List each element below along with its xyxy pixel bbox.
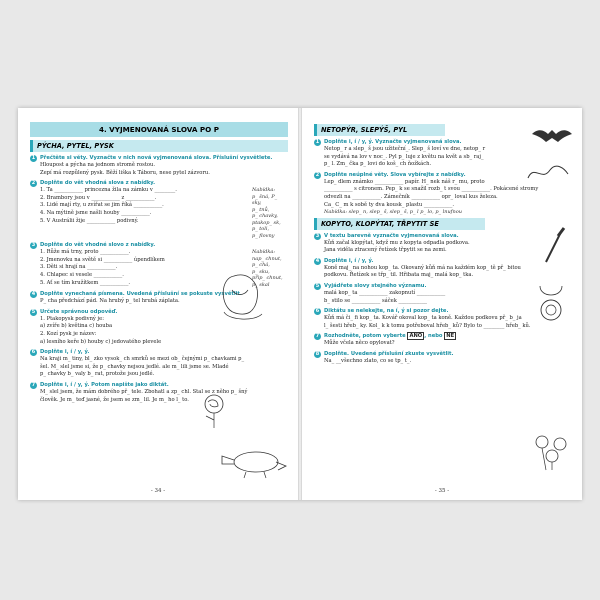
task-instruction: V textu barevně vyznačte vyjmenovaná slova. bbox=[324, 232, 459, 239]
hint-label: Nabídka: bbox=[252, 249, 276, 256]
task-text: p_ l. Zm_ čka p_ lovi do koš_ ch ňožkách. bbox=[324, 161, 432, 168]
task-text: 3. Lidé mají rty, u zvířat se jim říká ___________. bbox=[40, 202, 164, 209]
task-text: a) lesního keře b) houby c) jedovatého plevele bbox=[40, 338, 162, 345]
task-instruction: Přečtěte si věty. Vyznačte v nich nová vyjmenovaná slova. Příslušní vysvětlete. bbox=[40, 155, 273, 161]
section-title: KOPYTO, KLOPÝTAT, TŘPYTIT SE bbox=[314, 218, 485, 230]
task-text: 1. Ta ___________ princezna žila na zámku v ________. bbox=[40, 187, 177, 194]
princess-illustration bbox=[214, 268, 270, 324]
task-text: Hloupost a pýcha na jednom stromě rostou. bbox=[40, 162, 156, 168]
section-title: NETOPÝR, SLEPÝŠ, PYL bbox=[314, 124, 445, 136]
hint-item: p_ chavky, bbox=[252, 213, 278, 220]
task-number: 8 bbox=[315, 351, 320, 357]
platypus-illustration bbox=[218, 438, 288, 482]
task-text: odvezli na ___________. Zámečník ___________ opr_ loval kus železa. bbox=[324, 193, 498, 200]
task-number: 3 bbox=[31, 242, 36, 249]
task-text: 1. Ptakopysk podivný je: bbox=[40, 315, 104, 322]
task-text: 2. Kozí pysk je název: bbox=[40, 330, 97, 337]
task-instruction: Doplňte i, í / y, ý. Vyznačte vyjmenovaná slova. bbox=[324, 139, 462, 145]
left-page bbox=[18, 108, 298, 500]
task-number: 3 bbox=[315, 232, 320, 239]
task-text: malá kop_ ta ___________ zakopnutí ___________ bbox=[324, 290, 446, 297]
task-text: M_ slel jsem, že mám dobrého př_ tele. Zbohatl a zp_ chl. Stal se z něho p_ šný bbox=[40, 388, 248, 395]
task-text: Na_ __všechno zlato, co se tp_ t_. bbox=[324, 358, 412, 364]
task-8 bbox=[314, 351, 572, 366]
task-text: l_ šesti hřeb_ ky. Kol_ k k tomu potřeboval hřeb_ ků? Bylo to ________ hřeb_ ků. bbox=[324, 322, 531, 329]
task-text: se vydává na lov v noc_. Pyl p_ luje z květu na květ a sb_ raj_ bbox=[324, 153, 484, 160]
task-text: šel. M_ slel jsme si, že p_ chavky nejsou jedlé. ale m_ lili jsme se. Mladé bbox=[40, 363, 229, 370]
no-option[interactable]: NE bbox=[446, 333, 455, 340]
task-6 bbox=[30, 349, 288, 379]
hint-item: p_ šná, P_ sky, bbox=[252, 193, 278, 207]
hint-item: ptakop_ sk, bbox=[252, 219, 281, 226]
yes-option[interactable]: ANO bbox=[409, 333, 423, 340]
task-instruction: Doplňte. Uvedené příslušní zkuste vysvětlit. bbox=[324, 351, 454, 357]
task-instruction: Doplňte neúplné věty. Slova vybírejte z nabídky. bbox=[324, 171, 466, 178]
page-number: - 35 - bbox=[434, 488, 450, 494]
hint-item: p_ skal bbox=[252, 281, 270, 288]
task-number: 1 bbox=[315, 139, 320, 145]
task-text: 5. Ať se tím kružítkem ___________. bbox=[40, 279, 131, 286]
task-text: Koně maj_ na nohou kop_ ta. Okovaný kůň má na každém kop_ tě př_ bitou bbox=[324, 264, 521, 271]
task-number: 6 bbox=[315, 308, 320, 315]
task-text: podkovu. Řetízek se třp_ til. Hřibata maj_ malá kop_ tka. bbox=[324, 272, 474, 279]
task-instruction: Doplňte i, í / y, ý. bbox=[324, 257, 374, 264]
necklace-illustration bbox=[534, 284, 568, 326]
hint-label: Nabídka: bbox=[252, 187, 276, 194]
task-text: 1. Růže má trny, proto ___________. bbox=[40, 249, 131, 256]
conjunction: , nebo bbox=[424, 333, 443, 340]
hint-item: p_ chá, bbox=[252, 262, 270, 269]
task-instruction: Určete správnou odpověď. bbox=[40, 308, 118, 315]
task-text: Ca_ C_ m k sobě ty dva kousk_ plastu ___________. bbox=[324, 201, 455, 208]
slowworm-illustration bbox=[524, 160, 570, 184]
task-2 bbox=[30, 180, 288, 239]
task-number: 6 bbox=[31, 349, 36, 356]
task-instruction: Doplňte do vět vhodné slovo z nabídky. bbox=[40, 242, 156, 249]
task-number: 4 bbox=[31, 291, 36, 298]
hint-item: nap_ chnut, bbox=[252, 255, 282, 262]
task-instruction: Vyjádřete slovy stejného významu. bbox=[324, 283, 427, 290]
task-instruction: Doplňte i, í / y, ý. bbox=[40, 349, 90, 356]
task-instruction: Doplňte do vět vhodná slova z nabídky. bbox=[40, 180, 156, 187]
bat-illustration bbox=[530, 124, 574, 146]
task-text: 2. Jmenovku na světě si ___________ úpendlíkem bbox=[40, 256, 165, 263]
task-instruction: Diktátu se nelekejte, na í, ý si pozor dejte. bbox=[324, 308, 449, 315]
task-text: 3. Děti si hrají na ___________. bbox=[40, 264, 118, 271]
section-title: PÝCHA, PYTEL, PYSK bbox=[30, 140, 288, 152]
hint-item: p_ tnů, bbox=[252, 206, 270, 213]
task-text: 4. Na mýtině jsme našli houby ___________. bbox=[40, 209, 152, 216]
task-text: Zepí má rozpůlený pysk. Běží liška k Táboru, nese pytel zázvoru. bbox=[40, 169, 210, 176]
task-text: b_ stilo se ___________ sáček ___________ bbox=[324, 297, 428, 304]
chapter-title: 4. VYJMENOVANÁ SLOVA PO P bbox=[30, 122, 288, 137]
task-text: a) zvíře b) květina c) houba bbox=[40, 323, 113, 330]
task-text: Na kraji m_ tiny, bl_ zko vysok_ ch smrků se mezi ob_ čejnými p_ chavkami p_ bbox=[40, 356, 245, 363]
task-number: 2 bbox=[31, 180, 36, 187]
task-1 bbox=[30, 155, 288, 177]
right-page bbox=[302, 108, 582, 500]
page-number: - 34 - bbox=[150, 488, 166, 494]
task-number: 5 bbox=[31, 308, 36, 315]
hint-item: p_ flovny bbox=[252, 232, 275, 239]
task-instruction-text: Rozhodněte, potom vyberte bbox=[324, 333, 406, 340]
task-3 bbox=[314, 233, 572, 255]
task-text: člověk. Je m_ teď jasné, že jsem se zm_ lil. Je m_ ho l_ to. bbox=[40, 396, 189, 403]
task-text: Netop_ r a slep_ š jsou užiteční_. Slep_ š loví ve dne, netop_ r bbox=[324, 146, 486, 152]
hint-box: Nabídka: slep_ n, slep_ š, slep_ š, p_ l p_ lo, p_ lnufnou bbox=[324, 209, 462, 216]
task-number: 4 bbox=[315, 257, 320, 264]
rose-illustration bbox=[194, 390, 234, 430]
task-number: 7 bbox=[31, 381, 36, 388]
flower-illustration bbox=[528, 430, 574, 472]
task-instruction: Doplňte i, í / y, ý. Potom napište jako diktát. bbox=[40, 381, 169, 388]
task-text: ___________ s citronem. Pep_ k se snažil rozb_ t svou ___________. Pokácené stromy bbox=[324, 186, 539, 193]
hint-item: p_ toli, bbox=[252, 226, 270, 233]
task-text: p_ chavky b_ valy b_ rat, protože jsou jedlé. bbox=[40, 371, 155, 378]
hint-item: přip_ chnut, bbox=[252, 275, 283, 282]
task-number: 5 bbox=[315, 283, 320, 290]
task-text: Lep_ dlem známko ___________ papír. H_ nek náš r_ mu, proto bbox=[324, 178, 485, 185]
book-spread bbox=[18, 108, 582, 500]
task-text: 4. Chlapec si vesele ___________. bbox=[40, 271, 124, 278]
task-7 bbox=[314, 333, 572, 348]
task-text: P_ cha předchází pád. Na hrubý p_ tel hrubá záplata. bbox=[40, 298, 180, 305]
task-text: 2. Brambory jsou v ___________ z ___________. bbox=[40, 194, 157, 201]
task-text: Kůň začal klopýtat, když mu z kopyta odpadla podkova. bbox=[324, 239, 470, 246]
task-7 bbox=[30, 382, 288, 404]
task-text: Může včela něco opylovat? bbox=[324, 340, 395, 347]
task-text: 5. V Austrálii žije ___________ podivný. bbox=[40, 217, 139, 224]
task-text: Jana viděla ztracený řetízek třpytit se na zemi. bbox=[324, 247, 447, 254]
task-text: Kůň má či_ fi kop_ ta. Kovář okoval kop_ ta koně. Každou podkovu př_ b_ ja bbox=[324, 315, 522, 322]
file-tool-illustration bbox=[542, 226, 566, 266]
task-number: 7 bbox=[315, 333, 320, 340]
task-4 bbox=[314, 258, 572, 280]
hint-box bbox=[252, 187, 288, 239]
task-instruction: Doplňte vynechaná písmena. Uvedená příslušní se pokuste vysvětlit. bbox=[40, 291, 242, 298]
hint-item: p_ sku, bbox=[252, 268, 270, 275]
task-number: 1 bbox=[31, 155, 36, 161]
task-number: 2 bbox=[315, 171, 320, 178]
